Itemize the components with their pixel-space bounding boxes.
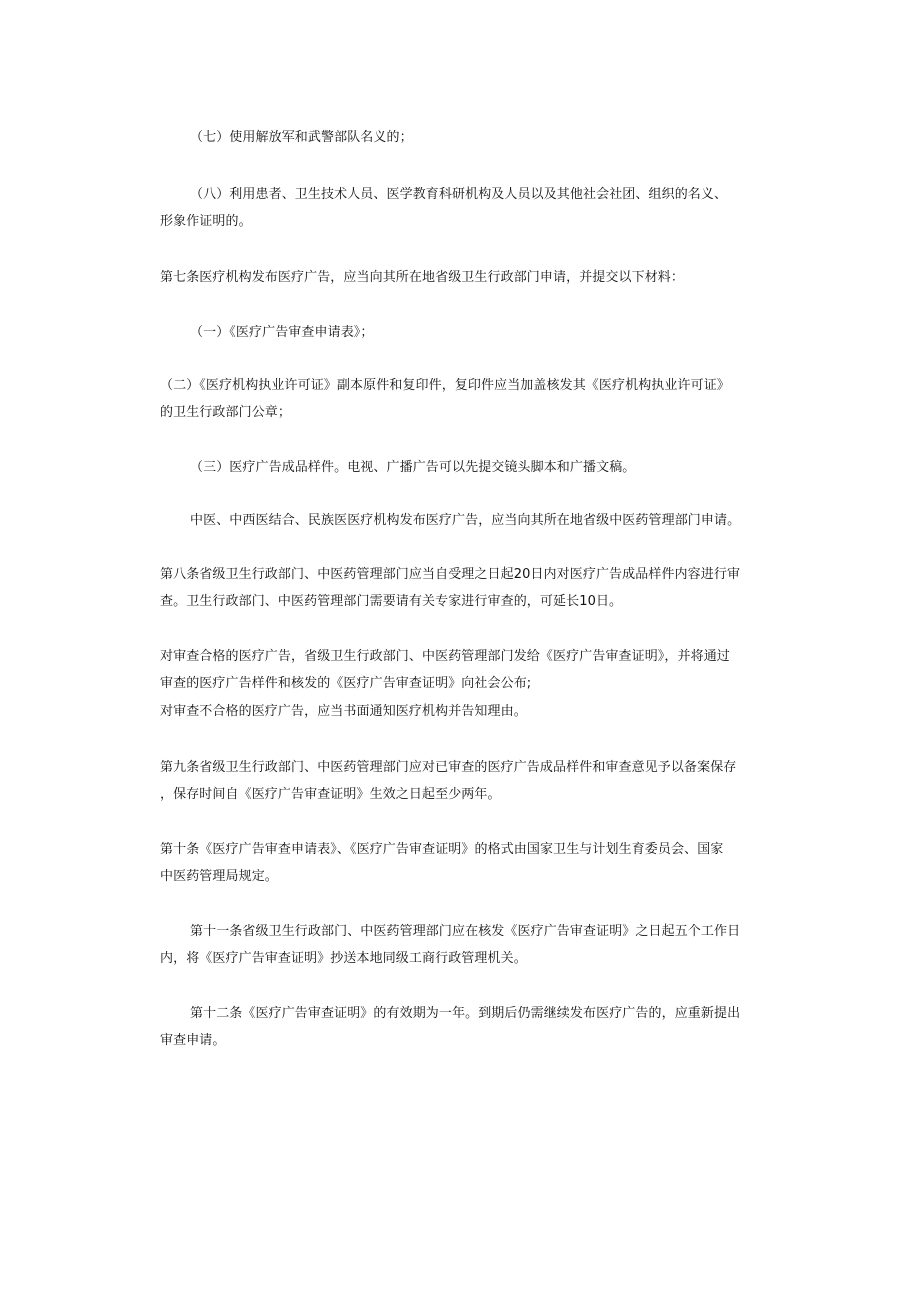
article-8-line2: 查。卫生行政部门、中医药管理部门需要请有关专家进行审查的，可延长10日。 <box>160 594 623 609</box>
article-9-line1: 第九条省级卫生行政部门、中医药管理部门应对已审查的医疗广告成品样件和审查意见予以备案保存 <box>160 760 737 775</box>
article-8-line1: 第八条省级卫生行政部门、中医药管理部门应当自受理之日起20日内对医疗广告成品样件内容进行审 <box>160 567 741 582</box>
approval-paragraph-line1: 对审查合格的医疗广告，省级卫生行政部门、中医药管理部门发给《医疗广告审查证明》，并将通过 <box>160 649 730 664</box>
article-7-item-1: （一）《医疗广告审查申请表》； <box>190 325 374 340</box>
article-7-heading: 第七条医疗机构发布医疗广告，应当向其所在地省级卫生行政部门申请，并提交以下材料： <box>160 270 685 285</box>
approval-paragraph-line2: 审查的医疗广告样件和核发的《医疗广告审查证明》向社会公布; <box>160 676 532 691</box>
article-9-line2: ，保存时间自《医疗广告审查证明》生效之日起至少两年。 <box>160 787 501 802</box>
rejection-paragraph: 对审查不合格的医疗广告，应当书面通知医疗机构并告知理由。 <box>160 704 527 719</box>
article-7-item-2-line2: 的卫生行政部门公章； <box>160 405 292 420</box>
article-10-line1: 第十条《医疗广告审查申请表》、《医疗广告审查证明》的格式由国家卫生与计划生育委员会、国家 <box>160 842 724 857</box>
article-12-line1: 第十二条《医疗广告审查证明》的有效期为一年。到期后仍需继续发布医疗广告的，应重新提出 <box>190 1006 741 1021</box>
clause-7-item-8-line2: 形象作证明的。 <box>160 214 252 229</box>
article-7-tcm-paragraph: 中医、中西医结合、民族医医疗机构发布医疗广告，应当向其所在地省级中医药管理部门申请。 <box>190 513 741 528</box>
article-7-item-3: （三）医疗广告成品样件。电视、广播广告可以先提交镜头脚本和广播文稿。 <box>190 460 636 475</box>
article-10-line2: 中医药管理局规定。 <box>160 869 278 884</box>
article-12-line2: 审查申请。 <box>160 1033 226 1048</box>
article-11-line1: 第十一条省级卫生行政部门、中医药管理部门应在核发《医疗广告审查证明》之日起五个工作日 <box>190 924 741 939</box>
clause-7-item-7: （七）使用解放军和武警部队名义的； <box>190 130 413 145</box>
article-11-line2: 内，将《医疗广告审查证明》抄送本地同级工商行政管理机关。 <box>160 951 527 966</box>
article-7-item-2-line1: （二）《医疗机构执业许可证》副本原件和复印件，复印件应当加盖核发其《医疗机构执业许可证》 <box>160 378 730 393</box>
clause-7-item-8-line1: （八）利用患者、卫生技术人员、医学教育科研机构及人员以及其他社会社团、组织的名义、 <box>190 187 728 202</box>
